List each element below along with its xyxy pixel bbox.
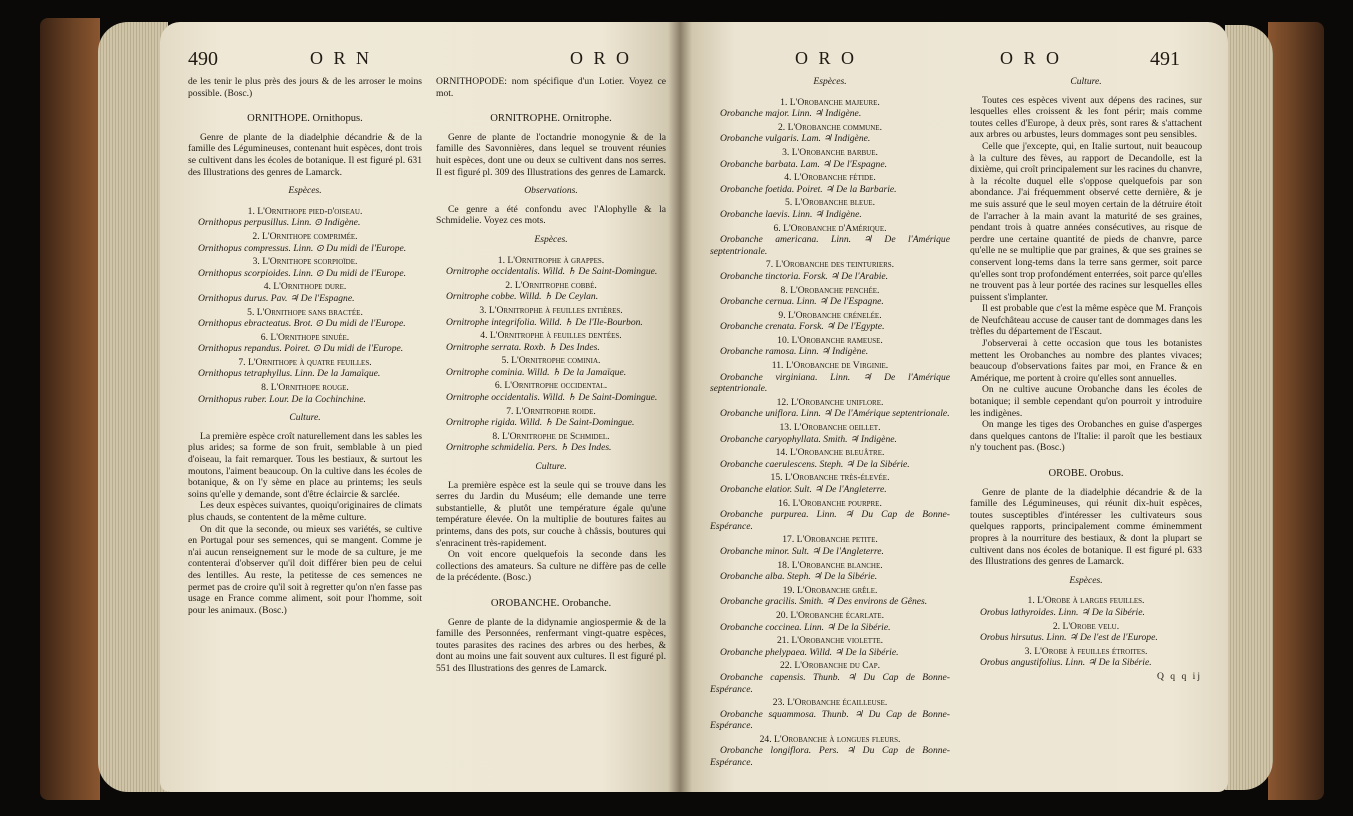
text-paragraph: J'observerai à cette occasion que tous les botanistes mettent les Orobanches au nombre des plantes vivaces; beaucoup d'observations faites par moi, en France & en Amérique, me portent à croire qu'elles sont annuelles. bbox=[970, 338, 1202, 384]
species-latin-name: Orobanche coccinea. Linn. ♃ De la Sibérie. bbox=[720, 621, 891, 633]
species-latin-name: Orobanche uniflora. Linn. ♃ De l'Amérique septentrionale. bbox=[720, 408, 950, 420]
species-latin-name: Orobanche crenata. Forsk. ♃ De l'Egypte. bbox=[720, 321, 885, 333]
running-header-left-2: O R O bbox=[570, 48, 633, 68]
species-latin-name: Orobanche laevis. Linn. ♃ Indigène. bbox=[720, 208, 862, 220]
text-paragraph: de les tenir le plus près des jours & de les arroser le moins possible. (Bosc.) bbox=[188, 76, 422, 99]
species-latin-name: Orobanche tinctoria. Forsk. ♃ De l'Arabie. bbox=[720, 270, 889, 282]
species-latin-name: Ornitrophe cobbe. Willd. ♄ De Ceylan. bbox=[446, 291, 599, 303]
species-entry: 3. L'Orobe à feuilles étroites. bbox=[1024, 645, 1148, 657]
page-number-right: 491 bbox=[1150, 48, 1180, 70]
section-heading: Espèces. bbox=[534, 233, 568, 245]
spacer bbox=[436, 99, 666, 113]
text-paragraph: Ce genre a été confondu avec l'Alophylle & la Schmidelie. Voyez ces mots. bbox=[436, 203, 666, 227]
right-page-column-2 bbox=[970, 76, 1202, 683]
species-latin-name: Orobanche squammosa. Thunb. ♃ Du Cap de Bonne-Espérance. bbox=[710, 708, 950, 732]
species-entry: 5. L'Ornitrophe cominia. bbox=[501, 355, 601, 367]
species-latin-name: Orobus lathyroides. Linn. ♃ De la Sibérie. bbox=[980, 606, 1145, 618]
spacer bbox=[188, 405, 422, 412]
spacer bbox=[970, 88, 1202, 95]
species-entry: 2. L'Orobanche commune. bbox=[778, 121, 882, 133]
species-entry: 22. L'Orobanche du Cap. bbox=[779, 660, 881, 672]
species-latin-name: Orobanche phelypaea. Willd. ♃ De la Sibérie. bbox=[720, 646, 899, 658]
species-latin-name: Ornithopus ruber. Lour. De la Cochinchine. bbox=[198, 393, 366, 405]
species-latin-name: Ornithopus ebracteatus. Brot. ⊙ Du midi de l'Europe. bbox=[198, 318, 406, 330]
spacer bbox=[436, 125, 666, 132]
species-latin-name: Ornithopus scorpioides. Linn. ⊙ Du midi de l'Europe. bbox=[198, 267, 407, 279]
species-latin-name: Ornithopus compressus. Linn. ⊙ Du midi de l'Europe. bbox=[198, 242, 407, 254]
species-latin-name: Orobanche elatior. Sult. ♃ De l'Angleterre. bbox=[720, 484, 887, 495]
text-paragraph: La première espèce croît naturellement dans les sables les plus arides; sa forme de son fruit, semblable à un pied d'oiseau, la fait remarquer. Tous les bestiaux, & surtout les moutons, l'aiment beaucoup. On la cultive dans les écoles de botanique, & on l'y sème en place au printems; les seuls soins qu'elle y demande, sont d'être éclaircie & sarclée. bbox=[188, 430, 422, 500]
species-entry: 1. L'Ornithope pied-d'oiseau. bbox=[247, 205, 363, 217]
species-latin-name: Orobanche foetida. Poiret. ♃ De la Barbarie. bbox=[720, 183, 897, 195]
species-entry: 8. L'Orobanche penchée. bbox=[780, 284, 880, 296]
species-entry: 2. L'Orobe velu. bbox=[1052, 620, 1120, 632]
species-entry: 10. L'Orobanche rameuse. bbox=[777, 334, 883, 346]
species-latin-name: Orobanche longiflora. Pers. ♃ Du Cap de Bonne-Espérance. bbox=[710, 745, 950, 769]
species-latin-name: Ornithopus repandus. Poiret. ⊙ Du midi de l'Europe. bbox=[198, 343, 404, 355]
species-entry: 6. L'Ornitrophe occidental. bbox=[494, 380, 608, 392]
species-latin-name: Orobanche caryophyllata. Smith. ♃ Indigène. bbox=[720, 433, 897, 445]
right-page bbox=[680, 22, 1228, 792]
page-edges-left bbox=[98, 22, 168, 792]
species-latin-name: Orobanche caerulescens. Steph. ♃ De la Sibérie. bbox=[720, 458, 910, 470]
species-entry: 21. L'Orobanche violette. bbox=[776, 635, 884, 647]
book-cover-left bbox=[40, 18, 100, 800]
species-latin-name: Ornithopus perpusillus. Linn. ⊙ Indigène. bbox=[198, 217, 361, 229]
species-entry: 14. L'Orobanche bleuâtre. bbox=[775, 447, 885, 459]
species-entry: 4. L'Ornithope dure. bbox=[263, 281, 347, 293]
species-latin-name: Orobanche cernua. Linn. ♃ De l'Espagne. bbox=[720, 296, 884, 308]
spacer bbox=[436, 584, 666, 598]
spacer bbox=[436, 473, 666, 480]
species-entry: 13. L'Orobanche oeillet. bbox=[779, 422, 881, 434]
section-heading: Espèces. bbox=[813, 76, 847, 87]
spacer bbox=[436, 610, 666, 617]
running-header-right: O R O bbox=[795, 48, 858, 68]
species-latin-name: Ornithopus tetraphyllus. Linn. De la Jamaïque. bbox=[198, 368, 381, 380]
section-heading: Observations. bbox=[524, 185, 578, 197]
text-paragraph: Les deux espèces suivantes, quoiqu'originaires de climats plus chauds, se contentent de la même culture. bbox=[188, 500, 422, 523]
species-latin-name: Orobanche barbata. Lam. ♃ De l'Espagne. bbox=[720, 158, 887, 170]
species-entry: 19. L'Orobanche grêle. bbox=[782, 584, 878, 596]
text-paragraph: Genre de plante de l'octandrie monogynie & de la famille des Savonnières, dans lequel se trouvent réunies huit espèces, dont une ou deux se cultivent dans nos serres. Il est figuré pl. 309 des Illustrations des genres de Lamarck. bbox=[436, 131, 666, 178]
text-paragraph: On voit encore quelquefois la seconde dans les collections des amateurs. Sa culture ne diffère pas de celle de la précédente. (Bosc.) bbox=[436, 549, 666, 584]
species-latin-name: Orobanche major. Linn. ♃ Indigène. bbox=[720, 108, 862, 120]
spacer bbox=[710, 88, 950, 95]
section-heading: Espèces. bbox=[288, 185, 322, 197]
spacer bbox=[188, 424, 422, 431]
article-heading: ORNITHOPE. Ornithopus. bbox=[247, 113, 363, 125]
species-latin-name: Orobanche vulgaris. Lam. ♃ Indigène. bbox=[720, 133, 871, 145]
species-entry: 3. L'Ornitrophe à feuilles entières. bbox=[479, 304, 623, 316]
species-latin-name: Ornitrophe occidentalis. Willd. ♄ De Saint-Domingue. bbox=[446, 392, 658, 404]
species-latin-name: Orobanche capensis. Thunb. ♃ Du Cap de Bonne-Espérance. bbox=[710, 671, 950, 695]
species-entry: 1. L'Ornitrophe à grappes. bbox=[497, 254, 605, 266]
species-latin-name: Orobus angustifolius. Linn. ♃ De la Sibérie. bbox=[980, 657, 1152, 669]
species-entry: 5. L'Ornithope sans bractée. bbox=[247, 306, 363, 318]
right-page-column-1 bbox=[710, 76, 950, 769]
running-header-left: O R N bbox=[310, 48, 373, 68]
species-entry: 6. L'Orobanche d'Amérique. bbox=[773, 222, 887, 234]
section-heading: Culture. bbox=[535, 461, 567, 473]
section-heading: Espèces. bbox=[1069, 574, 1103, 586]
species-entry: 11. L'Orobanche de Virginie. bbox=[771, 360, 889, 372]
species-entry: 15. L'Orobanche très-élevée. bbox=[770, 472, 890, 484]
species-latin-name: Orobanche gracilis. Smith. ♃ Des environs de Gênes. bbox=[720, 596, 928, 608]
species-entry: 9. L'Orobanche crénelée. bbox=[778, 309, 882, 321]
page-edges-right bbox=[1225, 25, 1273, 790]
spacer bbox=[188, 99, 422, 113]
article-heading: ORNITROPHE. Ornitrophe. bbox=[490, 113, 612, 125]
species-entry: 23. L'Orobanche écailleuse. bbox=[772, 697, 888, 709]
species-latin-name: Ornitrophe integrifolia. Willd. ♄ De l'Ile-Bourbon. bbox=[446, 316, 643, 328]
spacer bbox=[188, 178, 422, 185]
spacer bbox=[436, 246, 666, 253]
text-paragraph: La première espèce est la seule qui se trouve dans les serres du Jardin du Muséum; elle demande une terre substantielle, & plutôt une température égale qu'une température élevée. On la multiplie de boutures faites au printems, dans des pots, sur couche à châssis, boutures qui s'enracinent très-rapidement. bbox=[436, 479, 666, 549]
spacer bbox=[436, 197, 666, 204]
species-entry: 7. L'Ornitrophe roide. bbox=[506, 405, 596, 417]
species-entry: 2. L'Ornitrophe cobbé. bbox=[505, 279, 597, 291]
species-entry: 2. L'Ornithope comprimée. bbox=[252, 230, 358, 242]
text-paragraph: On mange les tiges des Orobanches en guise d'asperges dans quelques cantons de l'Italie: il paroît que les bestiaux n'y touchent pas. (Bosc.) bbox=[970, 419, 1202, 454]
species-latin-name: Ornitrophe rigida. Willd. ♄ De Saint-Domingue. bbox=[446, 417, 635, 429]
left-page-column-2 bbox=[436, 76, 666, 675]
species-latin-name: Orobus hirsutus. Linn. ♃ De l'est de l'Europe. bbox=[980, 632, 1158, 644]
species-entry: 1. L'Orobanche majeure. bbox=[780, 96, 880, 108]
species-entry: 7. L'Ornithope à quatre feuilles. bbox=[238, 356, 372, 368]
book-cover-right bbox=[1268, 22, 1324, 800]
species-entry: 8. L'Ornithope rouge. bbox=[261, 382, 349, 394]
species-latin-name: Ornitrophe schmidelia. Pers. ♄ Des Indes. bbox=[446, 442, 612, 454]
spacer bbox=[970, 454, 1202, 468]
species-latin-name: Orobanche virginiana. Linn. ♃ De l'Amérique septentrionale. bbox=[710, 371, 950, 395]
spacer bbox=[188, 197, 422, 204]
species-latin-name: Orobanche ramosa. Linn. ♃ Indigène. bbox=[720, 346, 869, 358]
text-paragraph: Genre de plante de la diadelphie décandrie & de la famille des Légumineuses, qui réunit dix-huit espèces, toutes susceptibles d'intéresser les cultivateurs sous quelques rapports, principalement comme éminemment propres à la nourriture des bestiaux, & dont la plupart se cultivent dans nos écoles de botanique. Il est figuré pl. 633 des Illustrations des genres de Lamarck. bbox=[970, 486, 1202, 568]
text-paragraph: On dit que la seconde, ou mieux ses variétés, se cultive en Portugal pour ses semences, qui se mangent. Comme je n'ai aucun renseignement sur le mode de sa culture, je me contenterai d'observer qu'il doit différer bien peu de celui des lentilles. Au reste, la petitesse de ces semences ne permet pas de croire qu'il soit à regretter qu'on n'en fasse pas usage en France comme aliment, soit pour l'homme, soit pour les animaux. (Bosc.) bbox=[188, 523, 422, 616]
spacer bbox=[970, 568, 1202, 575]
species-entry: 6. L'Ornithope sinuée. bbox=[260, 331, 350, 343]
section-heading: Culture. bbox=[1070, 76, 1102, 87]
spacer bbox=[436, 178, 666, 185]
book-gutter bbox=[668, 22, 692, 792]
species-entry: 5. L'Orobanche bleue. bbox=[785, 197, 875, 209]
article-heading: OROBANCHE. Orobanche. bbox=[490, 597, 612, 609]
text-paragraph: Il est probable que c'est la même espèce que M. François de Neufchâteau accuse de causer tant de dommages dans les trèfles du département de l'Escaut. bbox=[970, 303, 1202, 338]
spacer bbox=[436, 454, 666, 461]
left-page bbox=[160, 22, 680, 792]
running-header-right-2: O R O bbox=[1000, 48, 1063, 68]
text-paragraph: Genre de plante de la didynamie angiospermie & de la famille des Personnées, renfermant vingt-quatre espèces, toutes parasites des racines des arbres ou des herbes, & dont au moins une fait souvent aux cultures. Il est figuré pl. 551 des Illustrations des genres de Lamarck. bbox=[436, 616, 666, 674]
species-latin-name: Orobanche purpurea. Linn. ♃ Du Cap de Bonne-Espérance. bbox=[710, 509, 950, 532]
species-latin-name: Ornitrophe serrata. Roxb. ♄ Des Indes. bbox=[446, 341, 600, 353]
text-paragraph: Celle que j'excepte, qui, en Italie surtout, nuit beaucoup à la culture des fèves, au rapport de Decandolle, est la dixième, qui croît principalement sur les racines du chanvre, à la récolte duquel elle s'oppose quelquefois par son abondance. J'ai fréquemment observé cette dernière, & je me suis assuré que le seul moyen certain de la détruire étoit de l'arracher à la main avant la maturité de ses graines, pendant trois à quatre années consécutives, au risque de perdre une certaine quantité de pieds de chanvre, parce qu'elle ne se multiplie que par graines, & que ses graines se conservent long-tems dans la terre sans germer, soit parce qu'elles sont trop profondément enterrées, soit parce qu'elles ne trouvent pas à leur portée des racines sur lesquelles elles puissent s'implanter. bbox=[970, 140, 1202, 303]
spacer bbox=[970, 480, 1202, 487]
spacer bbox=[970, 586, 1202, 593]
spacer bbox=[436, 227, 666, 234]
species-entry: 17. L'Orobanche petite. bbox=[782, 534, 878, 546]
text-paragraph: On ne cultive aucune Orobanche dans les écoles de botanique; il semble cependant qu'on pourroit y introduire les indigènes. bbox=[970, 384, 1202, 419]
species-latin-name: Ornitrophe cominia. Willd. ♄ De la Jamaïque. bbox=[446, 366, 627, 378]
species-entry: 8. L'Ornitrophe de Schmidel. bbox=[492, 430, 610, 442]
text-paragraph: Genre de plante de la diadelphie décandrie & de la famille des Légumineuses, contenant huit espèces, dont trois se cultivent dans les écoles de botanique. Il est figuré pl. 631 des Illustrations des genres de Lamarck. bbox=[188, 131, 422, 178]
page-number-left: 490 bbox=[188, 48, 218, 70]
text-paragraph: ORNITHOPODE: nom spécifique d'un Lotier. Voyez ce mot. bbox=[436, 76, 666, 99]
signature-mark: Q q q ij bbox=[1156, 670, 1202, 682]
species-latin-name: Orobanche minor. Sult. ♃ De l'Angleterre. bbox=[720, 545, 884, 557]
species-entry: 7. L'Orobanche des teinturiers. bbox=[765, 259, 895, 271]
text-paragraph: Toutes ces espèces vivent aux dépens des racines, sur lesquelles elles croissent & les font périr; mais comme toutes celles d'Europe, à deux près, sont rares & s'attachent aux arbres ou arbustes, leurs dommages sont peu sensibles. bbox=[970, 94, 1202, 141]
species-latin-name: Orobanche americana. Linn. ♃ De l'Amérique septentrionale. bbox=[710, 234, 950, 257]
species-entry: 16. L'Orobanche pourpre. bbox=[778, 497, 882, 509]
species-entry: 24. L'Orobanche à longues fleurs. bbox=[759, 733, 901, 745]
spacer bbox=[188, 125, 422, 132]
species-entry: 4. L'Orobanche fétide. bbox=[784, 172, 876, 184]
species-latin-name: Ornitrophe occidentalis. Willd. ♄ De Saint-Domingue. bbox=[446, 266, 658, 278]
species-latin-name: Orobanche alba. Steph. ♃ De la Sibérie. bbox=[720, 571, 878, 583]
species-entry: 3. L'Orobanche barbue. bbox=[782, 146, 878, 158]
species-entry: 4. L'Ornitrophe à feuilles dentées. bbox=[480, 330, 622, 342]
species-latin-name: Ornithopus durus. Pav. ♃ De l'Espagne. bbox=[198, 292, 355, 304]
left-page-column-1 bbox=[188, 76, 422, 616]
species-entry: 18. L'Orobanche blanche. bbox=[777, 559, 883, 571]
species-entry: 20. L'Orobanche écarlate. bbox=[776, 609, 884, 621]
article-heading: OROBE. Orobus. bbox=[1048, 468, 1124, 479]
species-entry: 12. L'Orobanche uniflore. bbox=[776, 396, 884, 408]
species-entry: 3. L'Ornithope scorpioïde. bbox=[252, 256, 358, 268]
section-heading: Culture. bbox=[289, 412, 321, 424]
species-entry: 1. L'Orobe à larges feuilles. bbox=[1027, 595, 1145, 607]
